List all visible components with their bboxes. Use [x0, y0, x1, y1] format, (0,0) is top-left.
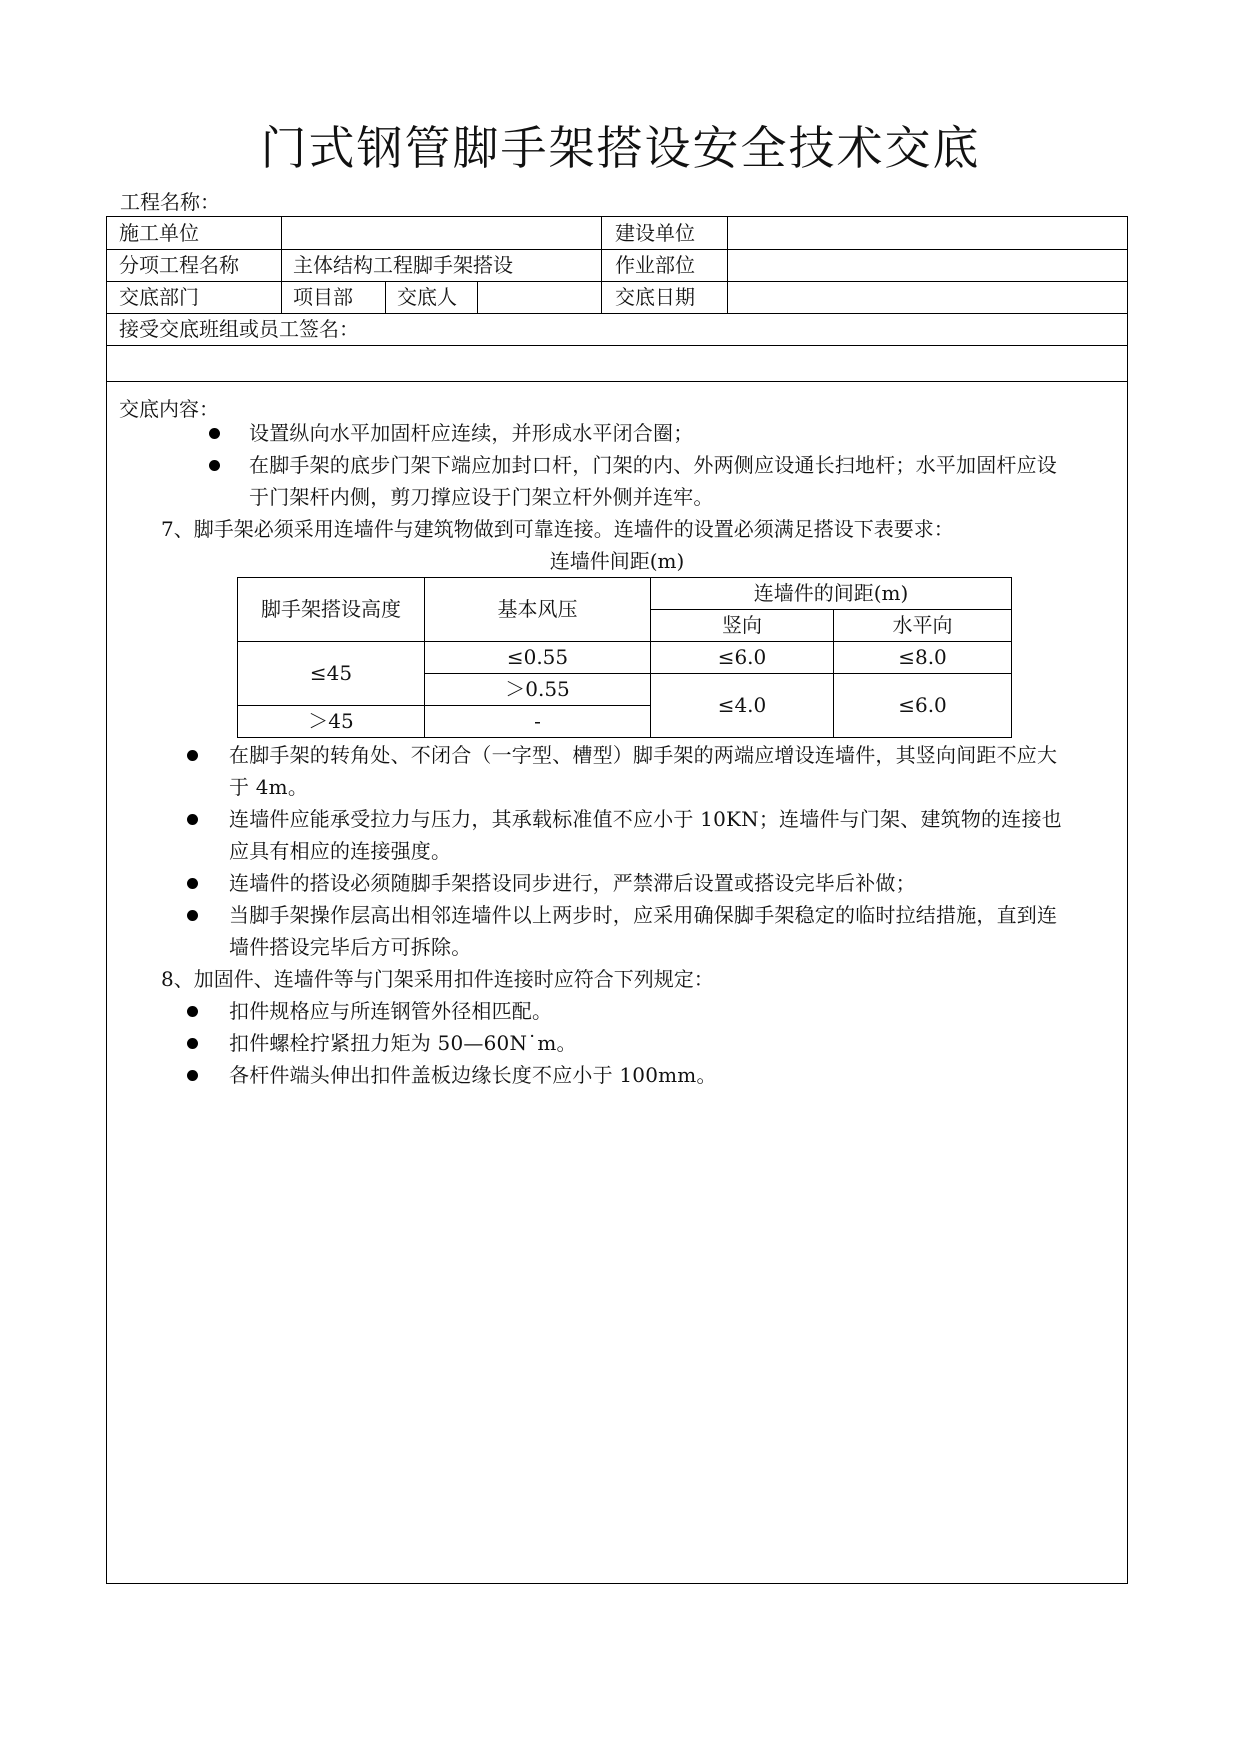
- bullet-text: 连墙件应能承受拉力与压力，其承载标准值不应小于 10KN；连墙件与门架、建筑物的连接也: [229, 807, 1062, 831]
- bullet-text: 墙件搭设完毕后方可拆除。: [229, 935, 472, 959]
- col-header-horizontal: 水平向: [834, 610, 1012, 642]
- owner-unit-label: 建设单位: [615, 221, 695, 245]
- dept-field[interactable]: 项目部: [293, 285, 353, 309]
- bullet-text: 扣件规格应与所连钢管外径相匹配。: [229, 999, 553, 1023]
- row-divider: [107, 345, 1127, 346]
- table-cell: ＞45: [238, 706, 425, 738]
- bullet-icon: [187, 1006, 198, 1017]
- row-divider: [107, 381, 1127, 382]
- col-divider: [385, 281, 386, 313]
- work-area-label: 作业部位: [615, 253, 695, 277]
- signature-field[interactable]: [119, 347, 1109, 379]
- table-cell: ＞0.55: [425, 674, 651, 706]
- bullet-icon: [209, 428, 220, 439]
- col-divider: [601, 217, 602, 313]
- project-name-label: 工程名称：: [120, 190, 220, 214]
- col-header-height: 脚手架搭设高度: [238, 578, 425, 642]
- bullet-icon: [209, 460, 220, 471]
- bullet-text: 当脚手架操作层高出相邻连墙件以上两步时，应采用确保脚手架稳定的临时拉结措施，直到连: [229, 903, 1058, 927]
- table-cell: ≤0.55: [425, 642, 651, 674]
- bullet-icon: [187, 1038, 198, 1049]
- bullet-text: 于门架杆内侧，剪刀撑应设于门架立杆外侧并连牢。: [249, 485, 714, 509]
- col-header-spacing: 连墙件的间距(m): [651, 578, 1012, 610]
- table-cell: -: [425, 706, 651, 738]
- col-divider: [727, 217, 728, 313]
- bullet-text: 连墙件的搭设必须随脚手架搭设同步进行，严禁滞后设置或搭设完毕后补做；: [229, 871, 916, 895]
- clause-7: 7、脚手架必须采用连墙件与建筑物做到可靠连接。连墙件的设置必须满足搭设下表要求：: [161, 517, 954, 541]
- col-divider: [477, 281, 478, 313]
- col-divider: [281, 217, 282, 313]
- bullet-icon: [187, 878, 198, 889]
- date-label: 交底日期: [615, 285, 695, 309]
- table-cell: ≤6.0: [651, 642, 834, 674]
- bullet-text: 设置纵向水平加固杆应连续，并形成水平闭合圈；: [249, 421, 694, 445]
- briefer-label: 交底人: [397, 285, 457, 309]
- briefing-form: [106, 216, 1128, 1584]
- dept-label: 交底部门: [119, 285, 199, 309]
- construction-unit-label: 施工单位: [119, 221, 199, 245]
- bullet-icon: [187, 1070, 198, 1081]
- bullet-text: 各杆件端头伸出扣件盖板边缘长度不应小于 100mm。: [229, 1063, 717, 1087]
- bullet-text: 于 4m。: [229, 775, 309, 799]
- bullet-text: 扣件螺栓拧紧扭力矩为 50—60N˙m。: [229, 1031, 577, 1055]
- table-cell: ≤6.0: [834, 674, 1012, 738]
- bullet-icon: [187, 814, 198, 825]
- bullet-icon: [187, 750, 198, 761]
- bullet-text: 在脚手架的底步门架下端应加封口杆，门架的内、外两侧应设通长扫地杆；水平加固杆应设: [249, 453, 1057, 477]
- table-cell: ≤45: [238, 642, 425, 706]
- signature-label: 接受交底班组或员工签名：: [119, 317, 359, 341]
- clause-8: 8、加固件、连墙件等与门架采用扣件连接时应符合下列规定：: [161, 967, 714, 991]
- document-title: 门式钢管脚手架搭设安全技术交底: [260, 121, 981, 175]
- col-header-wind: 基本风压: [425, 578, 651, 642]
- subproject-field[interactable]: 主体结构工程脚手架搭设: [293, 253, 513, 277]
- subproject-label: 分项工程名称: [119, 253, 239, 277]
- col-header-vertical: 竖向: [651, 610, 834, 642]
- tie-spacing-table: [237, 577, 1012, 738]
- table-cell: ≤4.0: [651, 674, 834, 738]
- table-cell: ≤8.0: [834, 642, 1012, 674]
- bullet-text: 在脚手架的转角处、不闭合（一字型、槽型）脚手架的两端应增设连墙件，其竖向间距不应大: [229, 743, 1058, 767]
- content-label: 交底内容：: [119, 397, 219, 421]
- spec-table-caption: 连墙件间距(m): [549, 549, 685, 573]
- bullet-text: 应具有相应的连接强度。: [229, 839, 452, 863]
- bullet-icon: [187, 910, 198, 921]
